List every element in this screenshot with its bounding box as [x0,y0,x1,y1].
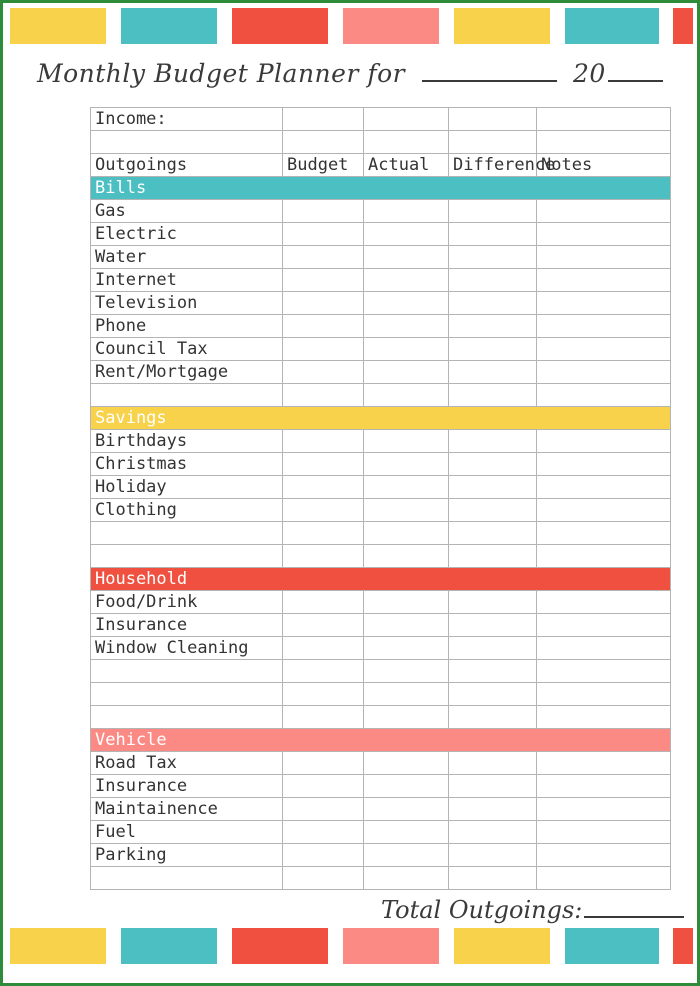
notes-cell[interactable] [537,246,671,269]
notes-cell[interactable] [537,637,671,660]
income-notes-cell[interactable] [537,108,671,131]
actual-cell[interactable] [364,223,449,246]
table-row [91,821,671,844]
table-row [91,315,671,338]
table-row [91,338,671,361]
notes-cell[interactable] [537,430,671,453]
budget-cell[interactable] [283,292,364,315]
blank-cell[interactable] [449,660,537,683]
row-label: Fuel [91,821,283,844]
income-difference-cell[interactable] [449,108,537,131]
table-row [91,246,671,269]
blank-cell[interactable] [283,384,364,407]
budget-cell[interactable] [283,338,364,361]
blank-cell[interactable] [91,545,283,568]
blank-cell[interactable] [449,545,537,568]
blank-cell[interactable] [364,545,449,568]
top-color-strip [3,8,697,44]
row-label: Water [91,246,283,269]
title-year-blank [608,80,663,82]
color-block-yellow [454,928,550,964]
difference-cell[interactable] [449,844,537,867]
table-row [91,522,671,545]
section-household-header [91,568,671,591]
actual-cell[interactable] [364,361,449,384]
actual-cell[interactable] [364,798,449,821]
blank-cell[interactable] [91,384,283,407]
blank-cell[interactable] [91,706,283,729]
notes-cell[interactable] [537,752,671,775]
blank-cell[interactable] [91,131,283,154]
blank-cell[interactable] [283,867,364,890]
table-row [91,499,671,522]
section-bills-label: Bills [91,177,283,200]
difference-cell[interactable] [449,361,537,384]
blank-cell[interactable] [91,683,283,706]
budget-cell[interactable] [283,476,364,499]
notes-cell[interactable] [537,614,671,637]
income-label: Income: [91,108,283,131]
blank-cell[interactable] [364,522,449,545]
budget-cell[interactable] [283,246,364,269]
row-label: Clothing [91,499,283,522]
blank-cell[interactable] [91,660,283,683]
blank-cell[interactable] [449,683,537,706]
section-bills-header [91,177,671,200]
title-text: Monthly Budget Planner for [37,59,406,88]
section-vehicle-header [91,729,671,752]
row-label: Television [91,292,283,315]
budget-table [90,107,671,890]
title-year-prefix: 20 [573,59,606,88]
income-budget-cell[interactable] [283,108,364,131]
notes-cell[interactable] [537,223,671,246]
table-row [91,269,671,292]
budget-cell[interactable] [283,637,364,660]
budget-cell[interactable] [283,752,364,775]
difference-cell[interactable] [449,476,537,499]
color-block-teal [565,928,659,964]
header-outgoings: Outgoings [91,154,283,177]
row-label: Holiday [91,476,283,499]
table-row [91,200,671,223]
blank-cell[interactable] [449,131,537,154]
table-row [91,591,671,614]
row-label: Birthdays [91,430,283,453]
difference-cell[interactable] [449,453,537,476]
notes-cell[interactable] [537,591,671,614]
table-row [91,706,671,729]
difference-cell[interactable] [449,637,537,660]
title-name-blank [422,80,557,82]
blank-cell[interactable] [537,384,671,407]
actual-cell[interactable] [364,775,449,798]
budget-cell[interactable] [283,844,364,867]
section-savings-header [91,407,671,430]
total-outgoings-label: Total Outgoings: [381,896,583,924]
difference-cell[interactable] [449,246,537,269]
color-block-yellow [454,8,550,44]
section-vehicle-label: Vehicle [91,729,283,752]
table-row [91,844,671,867]
row-label: Council Tax [91,338,283,361]
budget-cell[interactable] [283,821,364,844]
actual-cell[interactable] [364,476,449,499]
actual-cell[interactable] [364,430,449,453]
blank-cell[interactable] [364,131,449,154]
notes-cell[interactable] [537,821,671,844]
table-row [91,453,671,476]
color-block-teal [121,8,217,44]
color-block-yellow [10,928,106,964]
actual-cell[interactable] [364,591,449,614]
table-row [91,798,671,821]
blank-cell[interactable] [91,867,283,890]
notes-cell[interactable] [537,499,671,522]
table-row [91,223,671,246]
row-label: Phone [91,315,283,338]
table-row [91,131,671,154]
blank-cell[interactable] [364,660,449,683]
row-label: Parking [91,844,283,867]
difference-cell[interactable] [449,614,537,637]
difference-cell[interactable] [449,821,537,844]
income-actual-cell[interactable] [364,108,449,131]
difference-cell[interactable] [449,430,537,453]
header-actual: Actual [364,154,449,177]
blank-cell[interactable] [449,706,537,729]
row-label: Insurance [91,775,283,798]
difference-cell[interactable] [449,200,537,223]
color-block-red [673,928,693,964]
color-block-red [232,8,328,44]
notes-cell[interactable] [537,338,671,361]
actual-cell[interactable] [364,269,449,292]
notes-cell[interactable] [537,775,671,798]
color-block-red [673,8,693,44]
bottom-color-strip [3,928,697,964]
blank-cell[interactable] [537,660,671,683]
blank-cell[interactable] [283,706,364,729]
blank-cell[interactable] [283,131,364,154]
table-row [91,752,671,775]
budget-cell[interactable] [283,775,364,798]
actual-cell[interactable] [364,292,449,315]
header-row [91,154,671,177]
actual-cell[interactable] [364,614,449,637]
row-label: Maintainence [91,798,283,821]
blank-cell[interactable] [91,522,283,545]
table-row [91,361,671,384]
actual-cell[interactable] [364,315,449,338]
color-block-teal [121,928,217,964]
difference-cell[interactable] [449,292,537,315]
budget-cell[interactable] [283,430,364,453]
blank-cell[interactable] [449,867,537,890]
difference-cell[interactable] [449,223,537,246]
row-label: Electric [91,223,283,246]
notes-cell[interactable] [537,453,671,476]
blank-cell[interactable] [537,706,671,729]
table-row [91,775,671,798]
notes-cell[interactable] [537,476,671,499]
difference-cell[interactable] [449,269,537,292]
color-block-yellow [10,8,106,44]
color-block-pink [343,8,439,44]
blank-cell[interactable] [364,384,449,407]
blank-cell[interactable] [449,522,537,545]
budget-cell[interactable] [283,614,364,637]
row-label: Christmas [91,453,283,476]
budget-cell[interactable] [283,315,364,338]
row-label: Insurance [91,614,283,637]
section-household-label: Household [91,568,283,591]
color-block-red [232,928,328,964]
difference-cell[interactable] [449,798,537,821]
table-row [91,292,671,315]
notes-cell[interactable] [537,269,671,292]
actual-cell[interactable] [364,200,449,223]
notes-cell[interactable] [537,315,671,338]
table-row [91,614,671,637]
total-outgoings [381,896,684,924]
blank-cell[interactable] [537,867,671,890]
row-label: Food/Drink [91,591,283,614]
budget-cell[interactable] [283,499,364,522]
budget-cell[interactable] [283,591,364,614]
table-row [91,867,671,890]
total-outgoings-blank [584,916,684,918]
section-savings-label: Savings [91,407,283,430]
difference-cell[interactable] [449,775,537,798]
actual-cell[interactable] [364,338,449,361]
page-title [37,59,663,88]
actual-cell[interactable] [364,844,449,867]
blank-cell[interactable] [283,660,364,683]
actual-cell[interactable] [364,637,449,660]
actual-cell[interactable] [364,499,449,522]
actual-cell[interactable] [364,752,449,775]
table-row [91,430,671,453]
budget-cell[interactable] [283,200,364,223]
blank-cell[interactable] [449,384,537,407]
table-row [91,660,671,683]
blank-cell[interactable] [364,683,449,706]
header-difference: Difference [449,154,537,177]
budget-cell[interactable] [283,223,364,246]
header-budget: Budget [283,154,364,177]
actual-cell[interactable] [364,453,449,476]
budget-cell[interactable] [283,453,364,476]
notes-cell[interactable] [537,844,671,867]
notes-cell[interactable] [537,798,671,821]
table-row [91,637,671,660]
row-label: Rent/Mortgage [91,361,283,384]
blank-cell[interactable] [537,545,671,568]
blank-cell[interactable] [364,867,449,890]
header-notes: Notes [537,154,671,177]
difference-cell[interactable] [449,591,537,614]
blank-cell[interactable] [537,131,671,154]
notes-cell[interactable] [537,200,671,223]
blank-cell[interactable] [537,683,671,706]
income-row [91,108,671,131]
blank-cell[interactable] [364,706,449,729]
row-label: Road Tax [91,752,283,775]
notes-cell[interactable] [537,292,671,315]
blank-cell[interactable] [537,522,671,545]
actual-cell[interactable] [364,821,449,844]
difference-cell[interactable] [449,752,537,775]
table-row [91,683,671,706]
budget-cell[interactable] [283,269,364,292]
row-label: Internet [91,269,283,292]
budget-cell[interactable] [283,798,364,821]
actual-cell[interactable] [364,246,449,269]
blank-cell[interactable] [283,522,364,545]
difference-cell[interactable] [449,499,537,522]
difference-cell[interactable] [449,315,537,338]
table-row [91,384,671,407]
blank-cell[interactable] [283,545,364,568]
row-label: Gas [91,200,283,223]
difference-cell[interactable] [449,338,537,361]
blank-cell[interactable] [283,683,364,706]
row-label: Window Cleaning [91,637,283,660]
table-row [91,545,671,568]
color-block-pink [343,928,439,964]
budget-cell[interactable] [283,361,364,384]
color-block-teal [565,8,659,44]
notes-cell[interactable] [537,361,671,384]
table-row [91,476,671,499]
